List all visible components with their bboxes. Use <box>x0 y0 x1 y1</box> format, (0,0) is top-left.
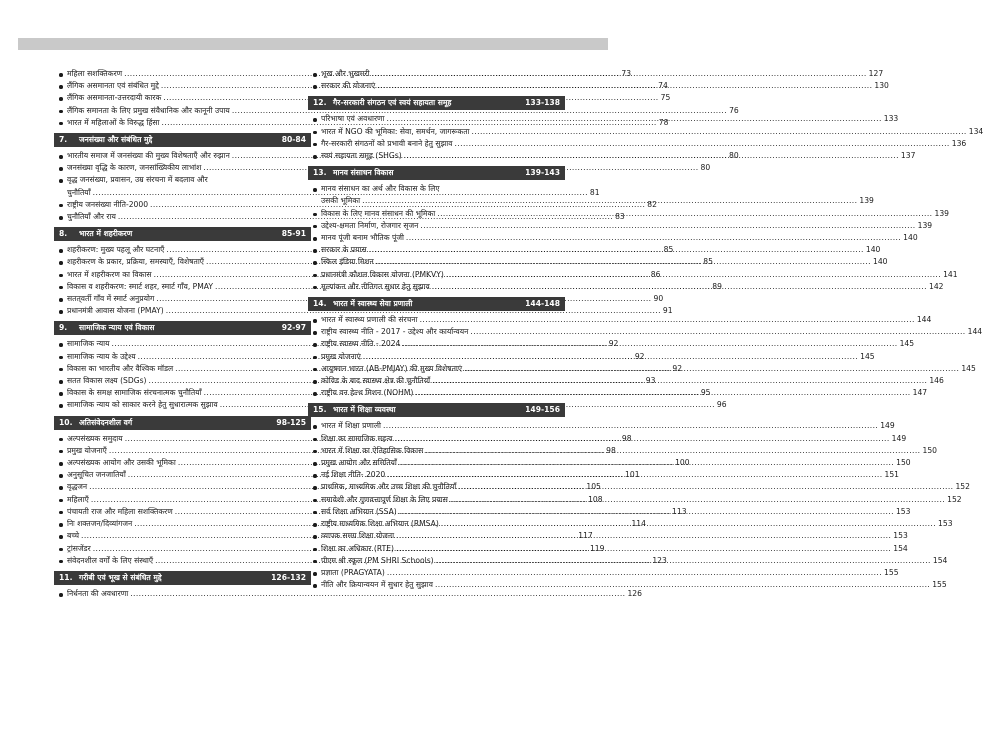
toc-item-page: 152 <box>947 494 962 504</box>
toc-item-label: परिभाषा एवं अवधारणा <box>321 114 385 124</box>
toc-item-page: 75 <box>660 93 671 103</box>
toc-item-page: 140 <box>903 233 918 243</box>
chapter-title: गरीबी एवं भूख से संबंधित मुद्दे <box>79 572 162 582</box>
toc-item-label: सरकार के प्रयास <box>321 245 367 255</box>
toc-item-page: 139 <box>859 196 874 206</box>
chapter-page-range: 144-148 <box>525 299 560 309</box>
toc-item[interactable] <box>57 588 642 600</box>
toc-item-page: 74 <box>658 81 668 91</box>
chapter-title: सामाजिक न्याय एवं विकास <box>79 323 155 333</box>
chapter-page-range: 98-125 <box>276 417 306 427</box>
toc-item-label: भारत में शिक्षा का ऐतिहासिक विकास <box>321 445 424 455</box>
toc-item-label: महिला सशक्तिकरण <box>67 69 123 78</box>
toc-item-page: 98 <box>606 445 616 455</box>
leader-dots <box>420 314 915 326</box>
toc-item-page: 123 <box>652 555 667 565</box>
toc-item-label: सर्व शिक्षा अभियान (SSA) <box>321 506 397 516</box>
toc-item[interactable] <box>311 326 983 338</box>
toc-item-page: 139 <box>917 220 933 230</box>
chapter-page-range: 149-156 <box>525 405 560 415</box>
toc-item-label: प्रमुख योजनाएं <box>321 351 361 361</box>
toc-item[interactable] <box>311 183 565 195</box>
toc-item-label: निः शक्तजन/दिव्यांगजन <box>67 519 133 529</box>
toc-item-page: 136 <box>951 138 967 148</box>
toc-item-page: 139 <box>934 208 949 218</box>
toc-item-label: भारतीय समाज में जनसंख्या की मुख्य विशेषताएँ और रुझान <box>67 151 230 161</box>
toc-item-page: 108 <box>588 494 603 504</box>
chapter-header <box>54 571 311 585</box>
toc-item-label: प्रज्ञाता (PRAGYATA) <box>321 567 385 577</box>
chapter-title: भारत में शहरीकरण <box>79 229 133 239</box>
leader-dots <box>394 433 889 445</box>
toc-item-label: सामाजिक न्याय को साकार करने हेतु सुधारात्मक सुझाव <box>67 400 218 410</box>
toc-item[interactable] <box>57 174 311 186</box>
leader-dots <box>464 363 959 375</box>
toc-item-page: 91 <box>662 306 673 316</box>
leader-dots <box>363 351 858 363</box>
toc-item-label: विकास व शहरीकरण: स्मार्ट शहर, स्मार्ट गाँव, PMAY <box>67 281 214 291</box>
toc-item[interactable] <box>311 567 899 579</box>
toc-item-label: अनुसूचित जनजातियाँ <box>67 470 126 480</box>
header-bar <box>18 38 608 50</box>
chapter-number: 14. <box>313 299 327 309</box>
toc-item-page: 96 <box>716 400 727 410</box>
toc-item-page: 98 <box>621 433 632 443</box>
leader-dots <box>437 208 932 220</box>
toc-item-page: 130 <box>874 81 889 91</box>
toc-item-page: 127 <box>868 69 884 78</box>
toc-item-page: 142 <box>929 281 944 291</box>
leader-dots <box>458 481 953 493</box>
leader-dots <box>432 281 927 293</box>
toc-item-label: सतत्‌वर्ती गाँव में स्मार्ट अनुप्रयोग <box>67 294 155 304</box>
leader-dots <box>432 375 927 387</box>
toc-item-label: पंचायती राज और महिला सशक्तिकरण <box>67 506 173 516</box>
leader-dots <box>455 138 950 150</box>
toc-item-page: 145 <box>961 363 976 373</box>
leader-dots <box>441 518 936 530</box>
toc-item-label: वृद्ध जनसंख्या, प्रवासन, उम्र संरचना में बदलाव और <box>67 175 208 185</box>
chapter-page-range: 85-91 <box>281 229 306 239</box>
toc-item-label: चुनौतियाँ और राय <box>67 212 116 222</box>
toc-item-label: राष्ट्रीय स्वास्थ्य नीति - 2024 <box>321 339 401 349</box>
toc-item-label: विकास के समक्ष सामाजिक संरचनात्मक चुनौतियाँ <box>67 388 202 398</box>
toc-item-label: स्किल इंडिया मिशन <box>321 257 374 267</box>
toc-item-page: 86 <box>650 269 661 279</box>
toc-item-page: 141 <box>943 269 958 279</box>
toc-item-label: नीति और क्रियान्वयन में सुधार हेतु सुझाव <box>321 580 433 590</box>
leader-dots <box>446 269 941 281</box>
toc-item-label: भूख और भुखमरी <box>321 69 370 78</box>
toc-item-label: मूल्यांकन और नीतिगत सुधार हेतु सुझाव <box>321 281 430 291</box>
toc-item-page: 153 <box>895 506 911 516</box>
toc-item-page: 93 <box>645 376 656 386</box>
toc-item-label: सामाजिक न्याय के उद्देश्य <box>67 351 136 361</box>
chapter-number: 9. <box>59 323 68 333</box>
toc-item-page: 95 <box>700 388 711 398</box>
leader-dots <box>436 555 931 567</box>
toc-item-page: 154 <box>932 555 948 565</box>
toc-item-label: सतत विकास लक्ष्य (SDGs) <box>67 376 147 386</box>
toc-item-page: 155 <box>884 567 899 577</box>
leader-dots <box>435 579 930 591</box>
toc-item-label: लैंगिक असमानता एवं संबंधित मुद्दे <box>67 81 159 91</box>
toc-item-label: अल्पसंख्यक समुदाय <box>67 433 123 443</box>
toc-item-label: सरकार की योजनाएं <box>321 81 376 91</box>
toc-item[interactable] <box>311 220 933 232</box>
leader-dots <box>470 326 965 338</box>
toc-item-label: प्रधानमंत्री कौशल विकास योजना (PMKVY) <box>321 269 444 279</box>
toc-item-page: 92 <box>634 351 645 361</box>
toc-item-page: 144 <box>967 327 983 337</box>
toc-item-page: 92 <box>608 339 619 349</box>
toc-item-label: मानव संसाधन का अर्थ और विकास के लिए <box>321 184 440 194</box>
toc-item-page: 83 <box>615 212 625 222</box>
chapter-title: भारत में शिक्षा व्यवस्था <box>333 405 396 415</box>
toc-item-page: 126 <box>627 588 642 598</box>
toc-item-label: जनसंख्या वृद्धि के कारण, जनसांख्यिकीय लाभांश <box>67 163 202 173</box>
toc-item-label: कोविड के बाद स्वास्थ्य क्षेत्र की चुनौतियाँ <box>321 376 431 386</box>
toc-item-page: 147 <box>912 388 928 398</box>
toc-item[interactable] <box>57 305 673 317</box>
leader-dots <box>472 126 967 138</box>
toc-item-label: नई शिक्षा नीति- 2020 <box>321 470 386 480</box>
leader-dots <box>387 567 882 579</box>
toc-item-page: 134 <box>968 126 983 136</box>
chapter-page-range: 92-97 <box>281 323 306 333</box>
toc-item-label: प्राथमिक, माध्यमिक और उच्च शिक्षा की चुनौतियाँ <box>321 482 457 492</box>
toc-item-page: 114 <box>631 519 646 529</box>
toc-item-label: सामाजिक न्याय <box>67 339 110 349</box>
toc-item-label: गैर-सरकारी संगठनों को प्रभावी बनाने हेतु सुझाव <box>321 138 453 148</box>
toc-item[interactable] <box>311 126 983 138</box>
leader-dots <box>425 445 920 457</box>
toc-item-label: राष्ट्रीय स्वास्थ्य नीति - 2017 - उद्देश्य और कार्यान्वयन <box>321 327 469 337</box>
toc-item-page: 76 <box>729 105 739 115</box>
toc-item-label: राष्ट्रीय वन हेल्थ मिशन (NOHM) <box>321 388 414 398</box>
toc-item-label: ट्रांसजेंडर <box>67 543 91 553</box>
toc-item-label: लैंगिक समानता के लिए प्रमुख संवैधानिक और कानूनी उपाय <box>67 105 230 115</box>
toc-item-page: 154 <box>893 543 908 553</box>
chapter-header <box>308 403 565 417</box>
toc-item-label: विकास के लिए मानव संसाधन की भूमिका <box>321 208 436 218</box>
toc-item-page: 133 <box>883 114 899 124</box>
leader-dots <box>387 469 882 481</box>
chapter-title: अतिसंवेदनशील वर्ग <box>79 417 133 427</box>
chapter-header <box>308 297 565 311</box>
chapter-header <box>308 96 565 110</box>
toc-item-page: 145 <box>860 351 875 361</box>
toc-item-label: आयुष्मान भारत (AB-PMJAY) की मुख्य विशेषताएं <box>321 363 463 373</box>
toc-item-label: भारत में शहरीकरण का विकास <box>67 269 152 279</box>
toc-item-page: 150 <box>896 458 911 468</box>
chapter-title: मानव संसाधन विकास <box>333 168 394 178</box>
toc-item-label: विकास का भारतीय और वैश्विक मॉडल <box>67 363 174 373</box>
toc-item-page: 80 <box>729 151 739 161</box>
toc-item-label: निर्धनता की अवधारणा <box>67 588 129 598</box>
toc-item-label: शहरीकरण के प्रकार, प्रक्रिया, समस्याएँ, विशेषताएँ <box>67 257 204 267</box>
toc-item-page: 82 <box>647 199 657 209</box>
leader-dots <box>396 543 891 555</box>
toc-item-page: 113 <box>672 506 687 516</box>
chapter-number: 8. <box>59 229 68 239</box>
leader-dots <box>399 506 894 518</box>
toc-item[interactable] <box>311 579 947 591</box>
chapter-number: 15. <box>313 405 327 415</box>
toc-item-label: उद्देश्य-क्षमता निर्माण, रोजगार सृजन <box>321 220 419 230</box>
toc-item-page: 80 <box>700 163 711 173</box>
leader-dots <box>450 494 945 506</box>
toc-item-label: संवेदनशील वर्गों के लिए संस्थाएँ <box>67 555 154 565</box>
toc-item-page: 151 <box>884 470 900 480</box>
toc-item-page: 146 <box>929 376 944 386</box>
toc-item-page: 89 <box>712 281 722 291</box>
toc-item-label: भारत में स्वास्थ्य प्रणाली की संरचना <box>321 315 418 325</box>
toc-item-page: 152 <box>955 482 970 492</box>
toc-item-label: महिलाएँ <box>67 494 89 504</box>
toc-item-label: शिक्षा का अधिकार (RTE) <box>321 543 395 553</box>
leader-dots <box>369 244 864 256</box>
toc-item-page: 153 <box>938 519 953 529</box>
chapter-header <box>54 321 311 335</box>
toc-item[interactable] <box>311 232 918 244</box>
toc-item-page: 78 <box>658 117 669 127</box>
toc-item-page: 90 <box>653 294 664 304</box>
toc-item-page: 117 <box>578 531 593 541</box>
chapter-title: भारत में स्वास्थ्य सेवा प्रणाली <box>333 299 413 309</box>
toc-item-label: प्रमुख योजनाएँ <box>67 445 107 455</box>
leader-dots <box>383 420 878 432</box>
toc-item[interactable] <box>57 105 739 117</box>
chapter-number: 13. <box>313 168 327 178</box>
chapter-page-range: 139-143 <box>525 168 560 178</box>
toc-item-label: समावेशी और गुणवत्तापूर्ण शिक्षा के लिए प्रयास <box>321 494 448 504</box>
toc-item-label: चुनौतियाँ <box>67 187 91 197</box>
chapter-number: 7. <box>59 135 68 145</box>
toc-item-label: राष्ट्रीय माध्यमिक शिक्षा अभियान (RMSA) <box>321 519 439 529</box>
toc-item-page: 150 <box>922 445 937 455</box>
leader-dots <box>402 338 897 350</box>
toc-item-page: 73 <box>621 69 632 78</box>
toc-item-label: व्यापक समग्र शिक्षा योजना <box>321 531 395 541</box>
toc-item-label: लैंगिक असमानता-उत्तरदायी कारक <box>67 93 162 103</box>
toc-item-page: 149 <box>880 421 895 431</box>
leader-dots <box>404 150 899 162</box>
toc-item-label: पीएम श्री स्कूल (PM SHRI Schools) <box>321 555 434 565</box>
leader-dots <box>415 387 910 399</box>
leader-dots <box>420 220 915 232</box>
toc-item-label: भारत में शिक्षा प्रणाली <box>321 421 381 431</box>
toc-item-label: वृद्धजन <box>67 482 88 492</box>
toc-item-label: अल्पसंख्यक आयोग और उसकी भूमिका <box>67 458 176 468</box>
toc-item-page: 101 <box>625 470 640 480</box>
chapter-header <box>308 166 565 180</box>
toc-item-label: भारत में महिलाओं के विरुद्ध हिंसा <box>67 117 160 127</box>
leader-dots <box>406 232 901 244</box>
toc-item-label: बच्चे <box>67 531 80 541</box>
toc-item-label: भारत में NGO की भूमिका: सेवा, समर्थन, जागरूकता <box>321 126 470 136</box>
toc-item-page: 105 <box>586 482 601 492</box>
leader-dots <box>377 80 872 92</box>
toc-item-label: उसकी भूमिका <box>321 196 361 206</box>
toc-item-page: 81 <box>589 187 600 197</box>
toc-item[interactable] <box>311 420 895 432</box>
toc-item[interactable] <box>311 138 967 150</box>
toc-item-page: 119 <box>589 543 605 553</box>
toc-item-label: शहरीकरण: मुख्य पहलू और घटनाएँ <box>67 245 165 255</box>
chapter-header <box>54 416 311 430</box>
toc-item-label: शिक्षा का सामाजिक महत्व <box>321 433 393 443</box>
chapter-page-range: 80-84 <box>281 135 306 145</box>
toc-item-page: 85 <box>663 245 674 255</box>
toc-item-page: 140 <box>865 245 881 255</box>
leader-dots <box>396 530 891 542</box>
toc-item-label: स्वयं सहायता समूह (SHGs) <box>321 151 402 161</box>
chapter-number: 11. <box>59 572 73 582</box>
toc-item-page: 140 <box>872 257 888 267</box>
toc-item-page: 145 <box>899 339 915 349</box>
chapter-page-range: 133-138 <box>525 98 560 108</box>
chapter-page-range: 126-132 <box>271 572 306 582</box>
toc-item[interactable] <box>311 314 932 326</box>
leader-dots <box>387 113 882 125</box>
chapter-number: 10. <box>59 417 73 427</box>
toc-item-page: 137 <box>900 151 916 161</box>
toc-item-page: 85 <box>703 257 713 267</box>
toc-item-label: मानव पूंजी बनाम भौतिक पूंजी <box>321 233 404 243</box>
chapter-number: 12. <box>313 98 327 108</box>
toc-item-label: प्रधानमंत्री आवास योजना (PMAY) <box>67 306 164 316</box>
chapter-title: जनसंख्या और संबंधित मुद्दे <box>79 135 153 145</box>
toc-item-page: 149 <box>891 433 907 443</box>
toc-item-label: प्रमुख आयोग और समितियाँ <box>321 458 397 468</box>
toc-item-page: 92 <box>672 363 683 373</box>
leader-dots <box>399 457 894 469</box>
chapter-title: गैर-सरकारी संगठन एवं स्वयं सहायता समूह <box>333 98 452 108</box>
chapter-header <box>54 133 311 147</box>
leader-dots <box>362 195 857 207</box>
toc-item-page: 144 <box>916 315 932 325</box>
leader-dots <box>376 256 871 268</box>
toc-item-label: राष्ट्रीय जनसंख्या नीति-2000 <box>67 199 149 209</box>
toc-item-page: 155 <box>932 580 947 590</box>
chapter-header <box>54 227 311 241</box>
toc-item-page: 153 <box>893 531 908 541</box>
leader-dots <box>371 68 866 80</box>
toc-item-page: 100 <box>675 458 690 468</box>
